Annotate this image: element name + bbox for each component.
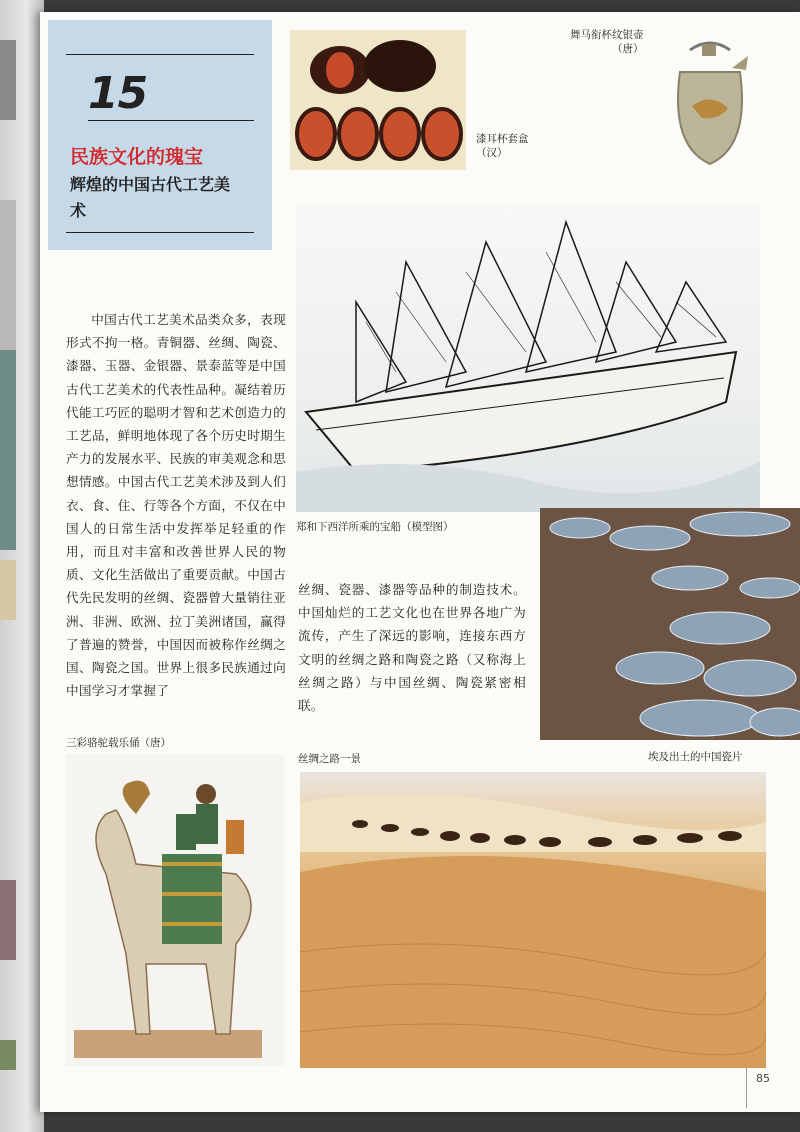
silk-road-desert-photo <box>300 772 766 1068</box>
previous-page-edge <box>0 0 44 1132</box>
number-underline <box>88 120 254 121</box>
silver-pot-caption: 舞马衔杯纹银壶 （唐） <box>570 29 644 55</box>
page-number: 85 <box>756 1072 770 1085</box>
camel-caption: 三彩骆驼载乐俑（唐） <box>66 737 171 749</box>
treasure-ship-illustration <box>296 202 760 512</box>
lacquer-cups-photo <box>290 30 466 170</box>
body-paragraph-1: 中国古代工艺美术品类众多，表现形式不拘一格。青铜器、丝绸、陶瓷、漆器、玉器、金银器、景泰蓝等是中国古代工艺美术的代表性品种。凝结着历代能工巧匠的聪明才智和艺术创造力的工艺品，鲜明地体现了各个历史时期生产力的发展水平、民族的审美观念和思想情感。中国古代工艺美术涉及到人们衣、食、住、行等各个方面，不仅在中国人的日常生活中发挥举足轻重的作用，而且对丰富和改善世界人民的物质、文化生活做出了重要贡献。中国古代先民发明的丝绸、瓷器曾大量销往亚洲、非洲、欧洲、拉丁美洲诸国，赢得了普遍的赞誉，中国因而被称作丝绸之国、陶瓷之国。世界上很多民族通过向中国学习才掌握了 <box>66 312 286 699</box>
book-page <box>40 12 800 1112</box>
title-rule-top <box>66 54 254 55</box>
silkroad-caption: 丝绸之路一景 <box>298 753 361 765</box>
chapter-title-box <box>48 20 272 250</box>
body-paragraph-2: 丝绸、瓷器、漆器等品种的制造技术。中国灿烂的工艺文化也在世界各地广为流传，产生了深远的影响，连接东西方文明的丝绸之路和陶瓷之路（又称海上丝绸之路）与中国丝绸、陶瓷紧密相联。 <box>298 582 526 714</box>
title-rule-bottom <box>66 232 254 233</box>
ship-caption: 郑和下西洋所乘的宝船（模型图） <box>296 521 454 533</box>
chapter-subtitle: 辉煌的中国古代工艺美术 <box>70 175 231 220</box>
chapter-number: 15 <box>88 68 148 119</box>
porcelain-caption: 埃及出土的中国瓷片 <box>648 751 743 763</box>
chapter-title: 民族文化的瑰宝 <box>70 146 204 168</box>
lacquer-caption: 漆耳杯套盒 （汉） <box>476 133 529 159</box>
camel-figurine-photo <box>66 754 284 1066</box>
porcelain-shards-photo <box>540 508 800 740</box>
page-number-rule <box>746 1068 747 1108</box>
silver-pot-photo <box>662 36 758 172</box>
